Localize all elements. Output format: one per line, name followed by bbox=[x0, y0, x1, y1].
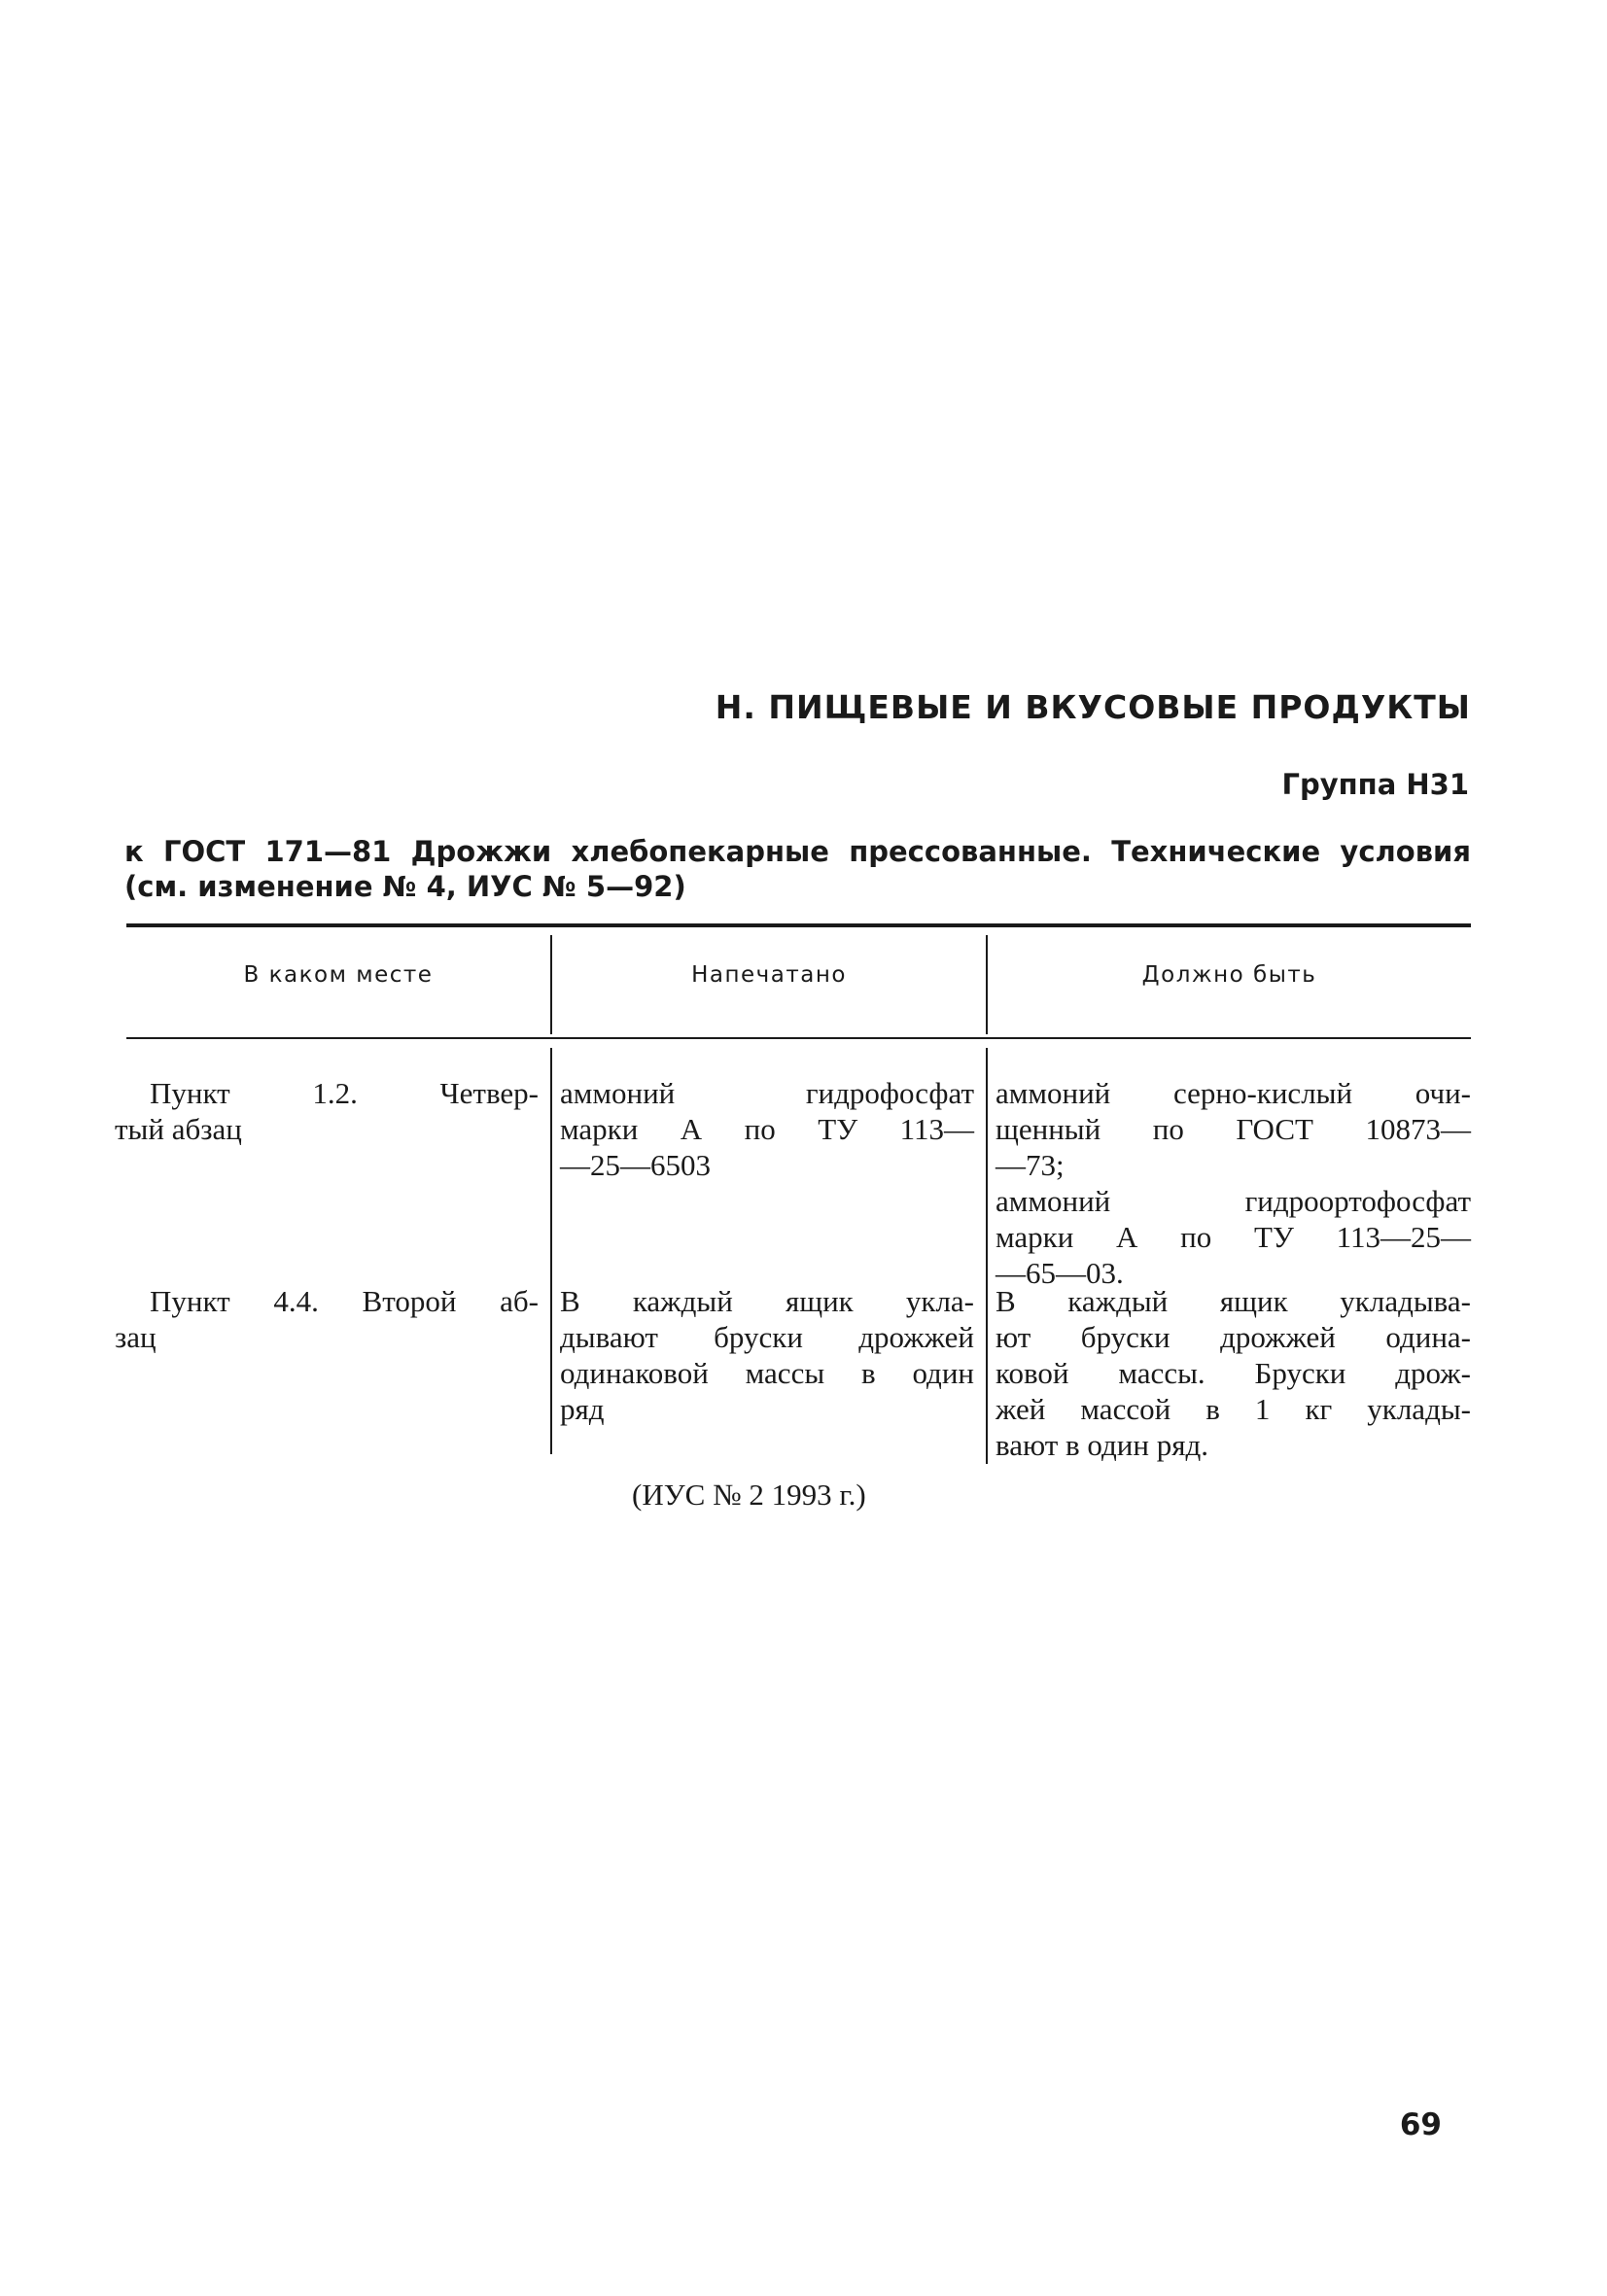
column-header-should-be: Должно быть bbox=[1141, 962, 1317, 988]
cell-line: ют бруски дрожжей одина- bbox=[996, 1320, 1471, 1354]
cell-line: щенный по ГОСТ 10873— bbox=[996, 1112, 1471, 1146]
cell-line: зац bbox=[115, 1320, 157, 1354]
table-row-2-place bbox=[115, 1283, 539, 1355]
table-row-1-printed bbox=[560, 1075, 974, 1183]
cell-line: —73; bbox=[996, 1148, 1065, 1182]
cell-line: одинаковой массы в один bbox=[560, 1356, 974, 1390]
cell-line: В каждый ящик укла- bbox=[560, 1284, 974, 1318]
standard-reference-line-2: (см. изменение № 4, ИУС № 5—92) bbox=[124, 870, 686, 903]
cell-line: Пункт 1.2. Четвер- bbox=[150, 1076, 539, 1110]
cell-line: аммоний гидрофосфат bbox=[560, 1076, 974, 1110]
cell-line: марки А по ТУ 113— bbox=[560, 1112, 974, 1146]
cell-line: —25—6503 bbox=[560, 1148, 711, 1182]
table-top-rule bbox=[126, 923, 1471, 927]
cell-line: Пункт 4.4. Второй аб- bbox=[150, 1284, 539, 1318]
table-row-2-printed bbox=[560, 1283, 974, 1427]
cell-line: жей массой в 1 кг уклады- bbox=[996, 1392, 1471, 1426]
footnote-ius: (ИУС № 2 1993 г.) bbox=[632, 1478, 866, 1512]
body-divider-1 bbox=[550, 1048, 552, 1454]
page-number: 69 bbox=[1399, 2107, 1442, 2142]
table-row-1-should-be bbox=[996, 1075, 1471, 1291]
header-bottom-rule bbox=[126, 1037, 1471, 1039]
column-header-place: В каком месте bbox=[243, 962, 434, 988]
cell-line: марки А по ТУ 113—25— bbox=[996, 1220, 1471, 1254]
cell-line: аммоний гидроортофосфат bbox=[996, 1184, 1471, 1218]
cell-line: —65—03. bbox=[996, 1256, 1124, 1290]
cell-line: ряд bbox=[560, 1392, 605, 1426]
cell-line: аммоний серно-кислый очи- bbox=[996, 1076, 1471, 1110]
standard-reference-line-1: к ГОСТ 171—81 Дрожжи хлебопекарные прессованные. Технические условия bbox=[124, 835, 1471, 868]
cell-line: тый абзац bbox=[115, 1112, 242, 1146]
column-header-printed: Напечатано bbox=[691, 962, 847, 988]
cell-line: ковой массы. Бруски дрож- bbox=[996, 1356, 1471, 1390]
section-title: Н. ПИЩЕВЫЕ И ВКУСОВЫЕ ПРОДУКТЫ bbox=[715, 688, 1471, 726]
cell-line: дывают бруски дрожжей bbox=[560, 1320, 974, 1354]
cell-line: вают в один ряд. bbox=[996, 1428, 1209, 1462]
table-row-1-place bbox=[115, 1075, 539, 1147]
table-row-2-should-be bbox=[996, 1283, 1471, 1463]
cell-line: В каждый ящик укладыва- bbox=[996, 1284, 1471, 1318]
body-divider-2 bbox=[986, 1048, 988, 1464]
group-label: Группа Н31 bbox=[1281, 768, 1469, 801]
